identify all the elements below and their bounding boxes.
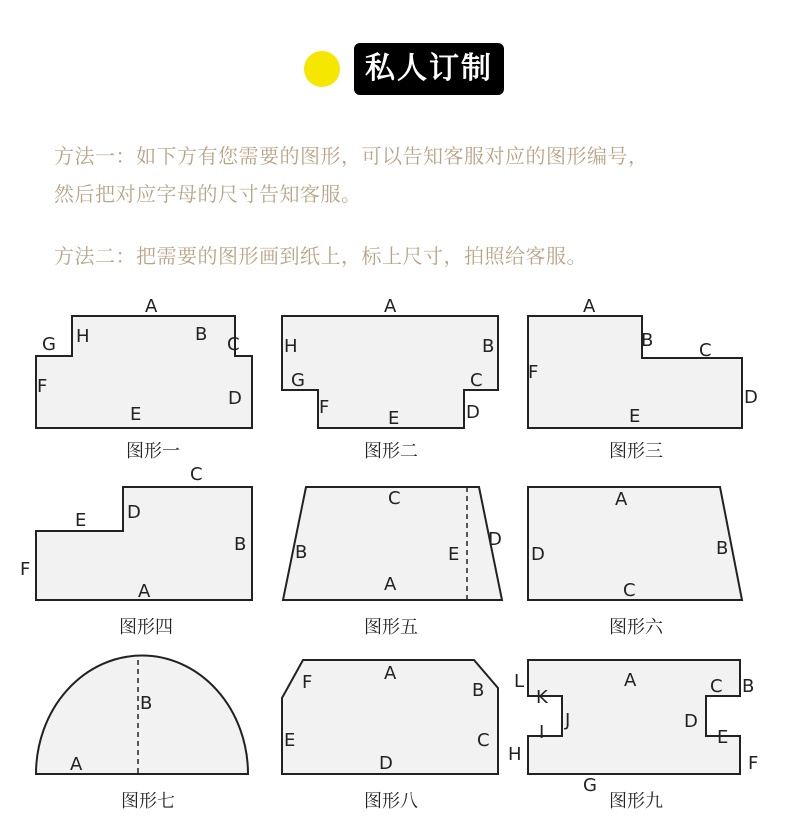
dimension-label-a: A <box>70 754 83 775</box>
shape-caption: 图形三 <box>609 441 663 462</box>
method-one-line-two: 然后把对应字母的尺寸告知客服。 <box>54 182 362 206</box>
dimension-label-a: A <box>384 574 397 595</box>
dimension-label-j: J <box>565 710 571 731</box>
shape-5 <box>283 487 502 638</box>
shape-caption: 图形四 <box>119 617 173 638</box>
dimension-label-f: F <box>302 672 313 693</box>
dimension-label-c: C <box>388 488 401 509</box>
dimension-label-k: K <box>536 687 548 708</box>
dimension-label-f: F <box>748 753 759 774</box>
dimension-label-d: D <box>127 502 141 523</box>
dimension-label-c: C <box>190 464 203 485</box>
shape-outline <box>36 656 248 774</box>
dimension-label-b: B <box>472 680 485 701</box>
dimension-label-h: H <box>76 326 90 347</box>
page-title: 私人订制 <box>354 43 504 95</box>
dimension-label-b: B <box>742 676 755 697</box>
dimension-label-c: C <box>710 676 723 697</box>
shape-caption: 图形七 <box>121 791 175 812</box>
shape-caption: 图形二 <box>364 441 418 462</box>
dimension-label-c: C <box>623 580 636 601</box>
dimension-label-c: C <box>470 370 483 391</box>
dimension-label-e: E <box>448 544 460 565</box>
dimension-label-b: B <box>195 324 208 345</box>
dimension-label-f: F <box>528 362 539 383</box>
dimension-label-e: E <box>75 510 87 531</box>
shape-2 <box>282 296 498 462</box>
dimension-label-d: D <box>684 711 698 732</box>
dimension-label-l: L <box>514 671 525 692</box>
dimension-label-h: H <box>284 336 298 357</box>
dimension-label-e: E <box>284 730 296 751</box>
shape-caption: 图形八 <box>364 791 418 812</box>
dimension-label-c: C <box>699 340 712 361</box>
shape-9 <box>508 660 758 812</box>
dimension-label-a: A <box>384 663 397 684</box>
dimension-label-e: E <box>388 408 400 429</box>
dimension-label-f: F <box>20 559 31 580</box>
dimension-label-d: D <box>379 753 393 774</box>
dimension-label-a: A <box>624 670 637 691</box>
shape-1 <box>36 296 252 462</box>
shape-caption: 图形六 <box>609 617 663 638</box>
dimension-label-a: A <box>138 581 151 602</box>
dimension-label-b: B <box>295 542 308 563</box>
dimension-label-c: C <box>227 334 240 355</box>
dimension-label-d: D <box>228 388 242 409</box>
shape-caption: 图形九 <box>609 791 663 812</box>
shape-caption: 图形一 <box>126 441 180 462</box>
dimension-label-b: B <box>234 534 247 555</box>
shape-4 <box>20 464 252 638</box>
dimension-label-a: A <box>384 296 397 317</box>
shape-7 <box>36 656 248 812</box>
shape-caption: 图形五 <box>364 617 418 638</box>
shape-8 <box>282 660 498 812</box>
shape-3 <box>528 296 758 462</box>
dimension-label-c: C <box>477 730 490 751</box>
dimension-label-f: F <box>319 397 330 418</box>
dimension-label-e: E <box>130 404 142 425</box>
dimension-label-h: H <box>508 744 522 765</box>
dimension-label-e: E <box>717 727 729 748</box>
dimension-label-f: F <box>37 376 48 397</box>
shape-6 <box>528 487 742 638</box>
dimension-label-e: E <box>629 406 641 427</box>
dimension-label-a: A <box>583 296 596 317</box>
dimension-label-d: D <box>531 544 545 565</box>
shape-outline <box>36 316 252 428</box>
dimension-label-d: D <box>488 529 502 550</box>
dimension-label-g: G <box>583 775 597 796</box>
method-two: 方法二：把需要的图形画到纸上，标上尺寸，拍照给客服。 <box>54 244 587 268</box>
dimension-label-i: I <box>539 722 545 743</box>
dimension-label-b: B <box>641 330 654 351</box>
dimension-label-g: G <box>291 370 305 391</box>
dimension-label-a: A <box>615 489 628 510</box>
dimension-label-b: B <box>716 538 729 559</box>
dimension-label-b: B <box>140 693 153 714</box>
dimension-label-d: D <box>466 402 480 423</box>
dimension-label-d: D <box>744 387 758 408</box>
dimension-label-g: G <box>42 334 56 355</box>
dimension-label-b: B <box>482 336 495 357</box>
dimension-label-a: A <box>145 296 158 317</box>
method-one-line-one: 方法一：如下方有您需要的图形，可以告知客服对应的图形编号， <box>54 144 649 168</box>
